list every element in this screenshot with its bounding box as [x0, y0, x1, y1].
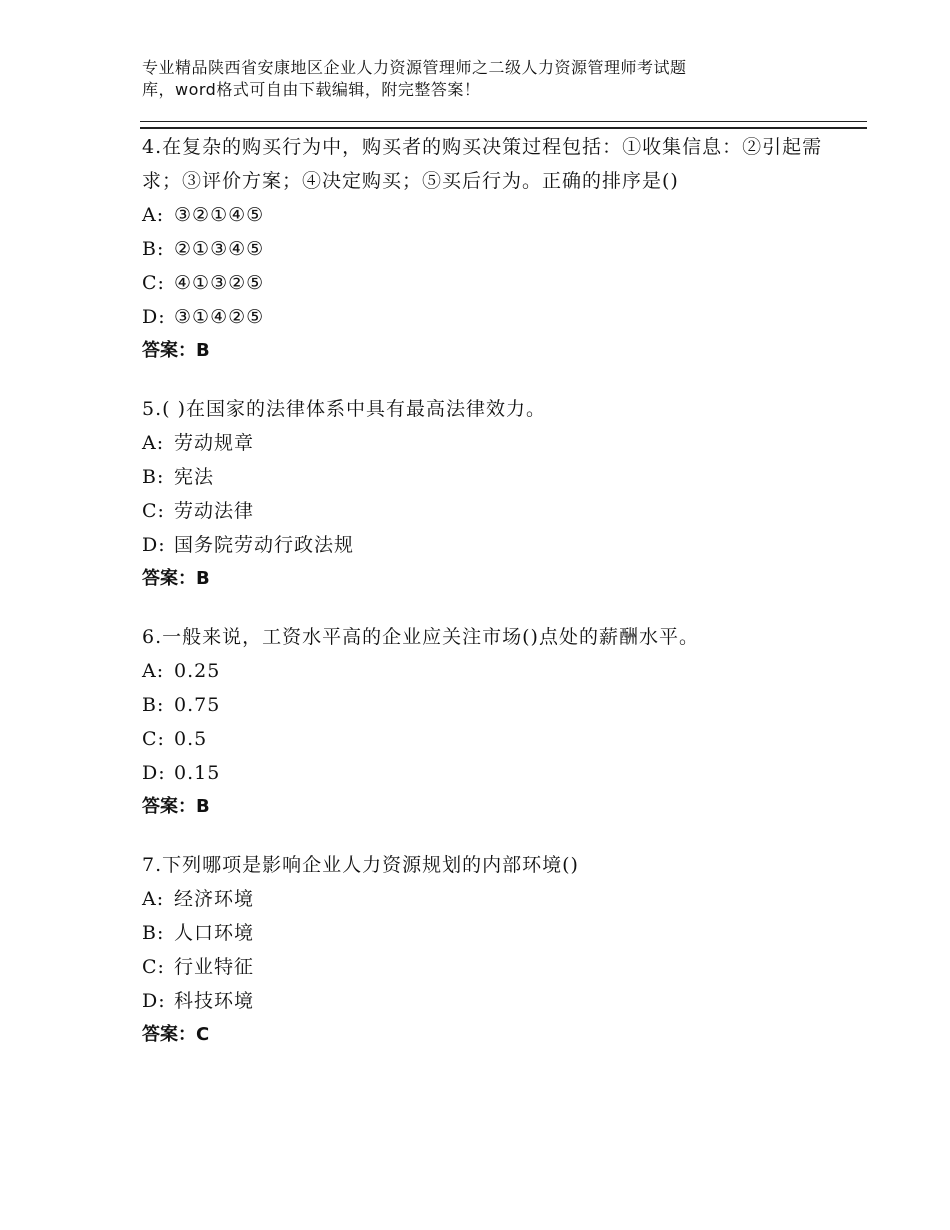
option-a	[142, 198, 842, 232]
answer-label: 答案：	[142, 1024, 196, 1045]
option-b	[142, 232, 842, 266]
question-stem: 6.一般来说，工资水平高的企业应关注市场()点处的薪酬水平。	[142, 626, 699, 648]
answer-line	[142, 1018, 842, 1052]
option-letter: D:	[142, 990, 166, 1012]
option-b	[142, 688, 842, 722]
option-text: 经济环境	[174, 888, 255, 910]
option-letter: C:	[142, 500, 165, 522]
option-letter: C:	[142, 728, 165, 750]
question-stem: 4.在复杂的购买行为中，购买者的购买决策过程包括：①收集信息：②引起需求；③评价方案；④决定购买；⑤买后行为。正确的排序是()	[142, 136, 823, 192]
option-text: 科技环境	[174, 990, 255, 1012]
option-text: ③①④②⑤	[174, 306, 265, 328]
answer-value: B	[196, 796, 210, 817]
option-letter: B:	[142, 238, 165, 260]
option-b	[142, 916, 842, 950]
answer-label: 答案：	[142, 568, 196, 589]
question-stem: 5.( )在国家的法律体系中具有最高法律效力。	[142, 398, 546, 420]
question-4	[142, 130, 842, 368]
answer-value: C	[196, 1024, 210, 1045]
option-letter: A:	[142, 888, 165, 910]
question-6	[142, 620, 842, 824]
option-a	[142, 882, 842, 916]
document-header	[142, 57, 842, 101]
option-text: 0.25	[174, 660, 221, 682]
option-text: ③②①④⑤	[174, 204, 265, 226]
option-text: 0.5	[174, 728, 208, 750]
option-text: 0.75	[174, 694, 221, 716]
answer-line	[142, 562, 842, 596]
question-stem: 7.下列哪项是影响企业人力资源规划的内部环境()	[142, 854, 579, 876]
option-text: 行业特征	[174, 956, 255, 978]
header-title-line2: 库，word格式可自由下载编辑，附完整答案！	[142, 80, 481, 99]
header-divider	[140, 121, 867, 129]
option-a	[142, 426, 842, 460]
option-text: 宪法	[174, 466, 215, 488]
option-letter: D:	[142, 534, 166, 556]
option-letter: A:	[142, 660, 165, 682]
option-letter: B:	[142, 466, 165, 488]
option-letter: C:	[142, 956, 165, 978]
option-letter: C:	[142, 272, 165, 294]
option-letter: A:	[142, 204, 165, 226]
question-7	[142, 848, 842, 1052]
question-list	[142, 130, 842, 1076]
option-text: ②①③④⑤	[174, 238, 265, 260]
option-text: 国务院劳动行政法规	[174, 534, 355, 556]
option-text: 劳动规章	[174, 432, 255, 454]
option-letter: B:	[142, 922, 165, 944]
answer-line	[142, 790, 842, 824]
answer-line	[142, 334, 842, 368]
option-b	[142, 460, 842, 494]
answer-label: 答案：	[142, 796, 196, 817]
option-text: 劳动法律	[174, 500, 255, 522]
option-letter: D:	[142, 762, 166, 784]
answer-value: B	[196, 340, 210, 361]
option-c	[142, 950, 842, 984]
answer-label: 答案：	[142, 340, 196, 361]
option-c	[142, 494, 842, 528]
option-text: 0.15	[174, 762, 221, 784]
option-text: 人口环境	[174, 922, 255, 944]
question-5	[142, 392, 842, 596]
option-c	[142, 722, 842, 756]
header-title-line1: 专业精品陕西省安康地区企业人力资源管理师之二级人力资源管理师考试题	[142, 58, 687, 77]
option-d	[142, 528, 842, 562]
option-a	[142, 654, 842, 688]
option-c	[142, 266, 842, 300]
answer-value: B	[196, 568, 210, 589]
option-d	[142, 984, 842, 1018]
option-letter: D:	[142, 306, 166, 328]
option-letter: B:	[142, 694, 165, 716]
option-d	[142, 300, 842, 334]
option-d	[142, 756, 842, 790]
option-letter: A:	[142, 432, 165, 454]
option-text: ④①③②⑤	[174, 272, 265, 294]
